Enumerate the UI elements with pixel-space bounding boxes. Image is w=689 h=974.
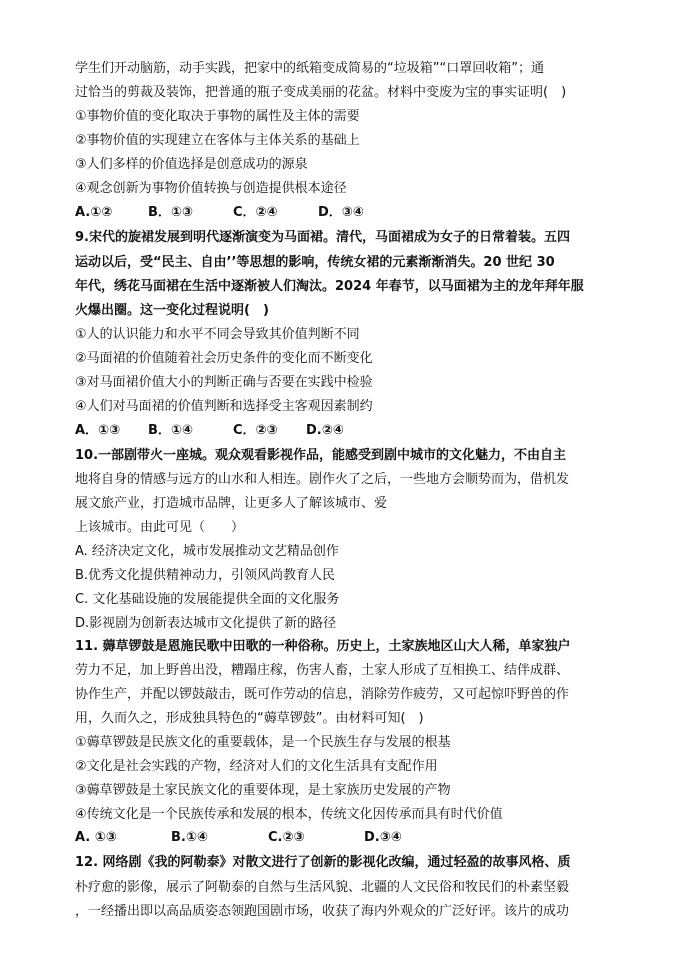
q10-choice-d: D.影视剧为创新表达城市文化提供了新的路径: [75, 616, 337, 631]
q9-option-d: D.②④: [306, 423, 344, 438]
q11-option-d: D.③④: [364, 830, 402, 845]
q12-line-3: ，一经播出即以高品质姿态领跑国剧市场，收获了海内外观众的广泛好评。该片的成功: [75, 904, 570, 919]
q10-line-2: 地将自身的情感与远方的山水和人相连。剧作火了之后，一些地方会顺势而为，借机发: [75, 472, 570, 487]
intro-option-b: B．①③: [148, 205, 193, 220]
q11-option-a: A. ①③: [75, 830, 117, 845]
q9-statement-3: ③对马面裙价值大小的判断正确与否要在实践中检验: [75, 375, 373, 390]
q9-line-1: 9.宋代的旋裙发展到明代逐渐演变为马面裙。清代，马面裙成为女子的日常着装。五四: [75, 230, 570, 245]
q11-line-1: 11. 薅草锣鼓是恩施民歌中田歌的一种俗称。历史上，土家族地区山大人稀，单家独户: [75, 639, 571, 654]
q10-choice-b: B.优秀文化提供精神动力，引领风尚教育人民: [75, 568, 336, 583]
intro-option-d: D．③④: [318, 205, 364, 220]
q12-line-1: 12. 网络剧《我的阿勒泰》对散文进行了创新的影视化改编，通过轻盈的故事风格、质: [75, 855, 571, 870]
q11-statement-2: ②文化是社会实践的产物，经济对人们的文化生活具有支配作用: [75, 759, 438, 774]
q9-statement-4: ④人们对马面裙的价值判断和选择受主客观因素制约: [75, 399, 373, 414]
q9-line-4: 火爆出圈。这一变化过程说明( ): [75, 303, 269, 318]
q11-line-2: 劳力不足，加上野兽出没，糟蹋庄稼，伤害人畜，土家人形成了互相换工、结伴成群、: [75, 663, 570, 678]
q10-choice-c: C. 文化基础设施的发展能提供全面的文化服务: [75, 592, 340, 607]
intro-line-2: 过恰当的剪裁及装饰，把普通的瓶子变成美丽的花盆。材料中变废为宝的事实证明( ): [75, 85, 567, 100]
intro-statement-4: ④观念创新为事物价值转换与创造提供根本途径: [75, 181, 347, 196]
q9-option-c: C．②③: [233, 423, 278, 438]
intro-option-a: A.①②: [75, 205, 113, 220]
q9-line-2: 运动以后，受“民主、自由’’等思想的影响，传统女裙的元素渐渐消失。20 世纪 30: [75, 255, 555, 270]
q10-line-3: 展文旅产业，打造城市品牌，让更多人了解该城市、爱: [75, 496, 388, 511]
q10-choice-a: A. 经济决定文化，城市发展推动文艺精品创作: [75, 544, 339, 559]
q10-line-1: 10.一部剧带火一座城。观众观看影视作品，能感受到剧中城市的文化魅力，不由自主: [75, 448, 567, 463]
intro-statement-2: ②事物价值的实现建立在客体与主体关系的基础上: [75, 133, 360, 148]
q11-option-c: C.②③: [268, 830, 305, 845]
q11-statement-4: ④传统文化是一个民族传承和发展的根本，传统文化因传承而具有时代价值: [75, 807, 503, 822]
q9-statement-2: ②马面裙的价值随着社会历史条件的变化而不断变化: [75, 351, 373, 366]
q11-statement-1: ①薅草锣鼓是民族文化的重要载体，是一个民族生存与发展的根基: [75, 735, 451, 750]
intro-statement-1: ①事物价值的变化取决于事物的属性及主体的需要: [75, 109, 360, 124]
q12-line-2: 朴疗愈的影像，展示了阿勒泰的自然与生活风貌、北疆的人文民俗和牧民们的朴素坚毅: [75, 880, 570, 895]
q11-statement-3: ③薅草锣鼓是土家民族文化的重要体现，是土家族历史发展的产物: [75, 783, 451, 798]
q11-option-b: B.①④: [171, 830, 208, 845]
intro-statement-3: ③人们多样的价值选择是创意成功的源泉: [75, 157, 308, 172]
q9-statement-1: ①人的认识能力和水平不同会导致其价值判断不同: [75, 327, 360, 342]
q11-line-4: 用，久而久之，形成独具特色的“薅草锣鼓”。由材料可知( ): [75, 711, 424, 726]
intro-line-1: 学生们开动脑筋，动手实践，把家中的纸箱变成简易的“垃圾箱”“口罩回收箱”；通: [75, 61, 544, 76]
q9-line-3: 年代，绣花马面裙在生活中逐渐被人们淘汰。2024 年春节，以马面裙为主的龙年拜年服: [75, 279, 584, 294]
q9-option-a: A．①③: [75, 423, 121, 438]
q9-option-b: B．①④: [148, 423, 193, 438]
intro-option-c: C．②④: [233, 205, 278, 220]
q10-line-4: 上该城市。由此可见（ ）: [75, 520, 245, 535]
q11-line-3: 协作生产，并配以锣鼓敲击，既可作劳动的信息，消除劳作疲劳，又可起惊吓野兽的作: [75, 687, 570, 702]
